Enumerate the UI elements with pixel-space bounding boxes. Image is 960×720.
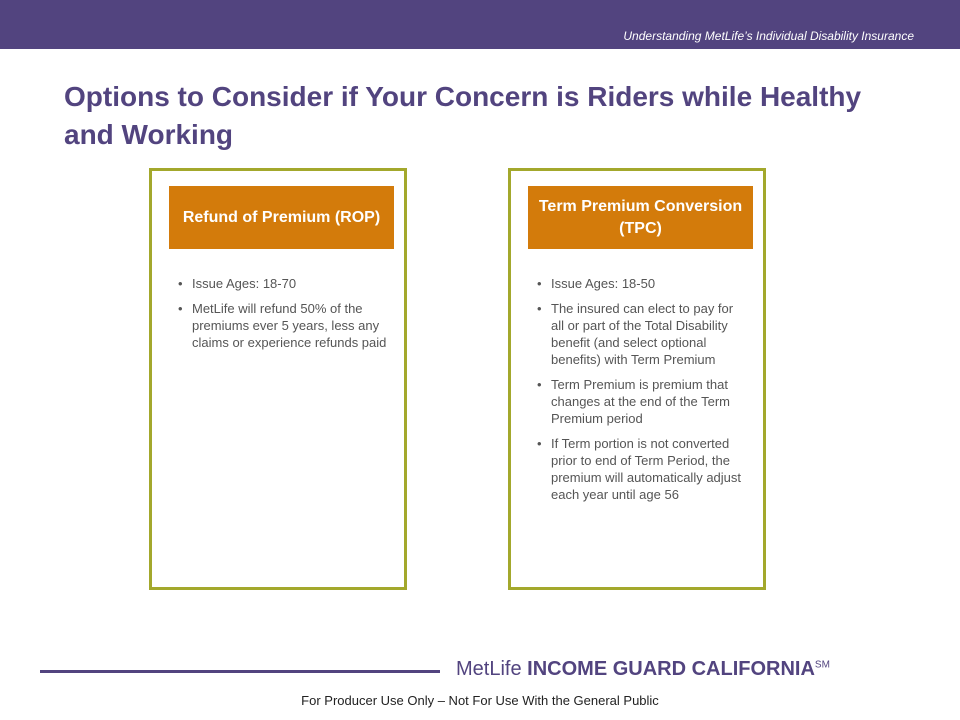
list-item [172, 300, 388, 351]
bullet-icon: • [537, 436, 542, 451]
bullet-list [531, 275, 747, 511]
bullet-icon: • [537, 276, 542, 291]
header-subtitle: Understanding MetLife’s Individual Disability Insurance [623, 29, 914, 43]
card-refund-of-premium [149, 168, 407, 590]
bullet-icon: • [178, 301, 183, 316]
list-item [531, 275, 747, 292]
brand-prefix: MetLife [456, 658, 522, 680]
service-mark: SM [814, 659, 830, 671]
header-bar [0, 0, 960, 49]
bullet-icon: • [537, 377, 542, 392]
bullet-list [172, 275, 388, 359]
list-item [531, 300, 747, 368]
page-title: Options to Consider if Your Concern is Riders while Healthy and Working [64, 81, 862, 150]
bullet-icon: • [537, 301, 542, 316]
card-heading: Term Premium Conversion (TPC) [528, 186, 753, 249]
card-term-premium-conversion [508, 168, 766, 590]
bullet-icon: • [178, 276, 183, 291]
list-item [531, 435, 747, 503]
footer-disclaimer: For Producer Use Only – Not For Use With the General Public [301, 693, 659, 708]
bullet-text: Term Premium is premium that changes at the end of the Term Premium period [551, 377, 730, 426]
footer-divider [40, 670, 440, 673]
bullet-text: MetLife will refund 50% of the premiums ever 5 years, less any claims or experience refunds paid [192, 301, 387, 350]
brand-logo [456, 658, 830, 681]
brand-name: INCOME GUARD CALIFORNIA [527, 658, 815, 680]
bullet-text: If Term portion is not converted prior to end of Term Period, the premium will automatically adjust each year until age 56 [551, 436, 742, 502]
bullet-text: The insured can elect to pay for all or part of the Total Disability benefit (and select optional benefits) with Term Premium [551, 301, 734, 367]
bullet-text: Issue Ages: 18-70 [192, 276, 297, 291]
list-item [172, 275, 388, 292]
list-item [531, 376, 747, 427]
card-heading: Refund of Premium (ROP) [169, 186, 394, 249]
bullet-text: Issue Ages: 18-50 [551, 276, 656, 291]
